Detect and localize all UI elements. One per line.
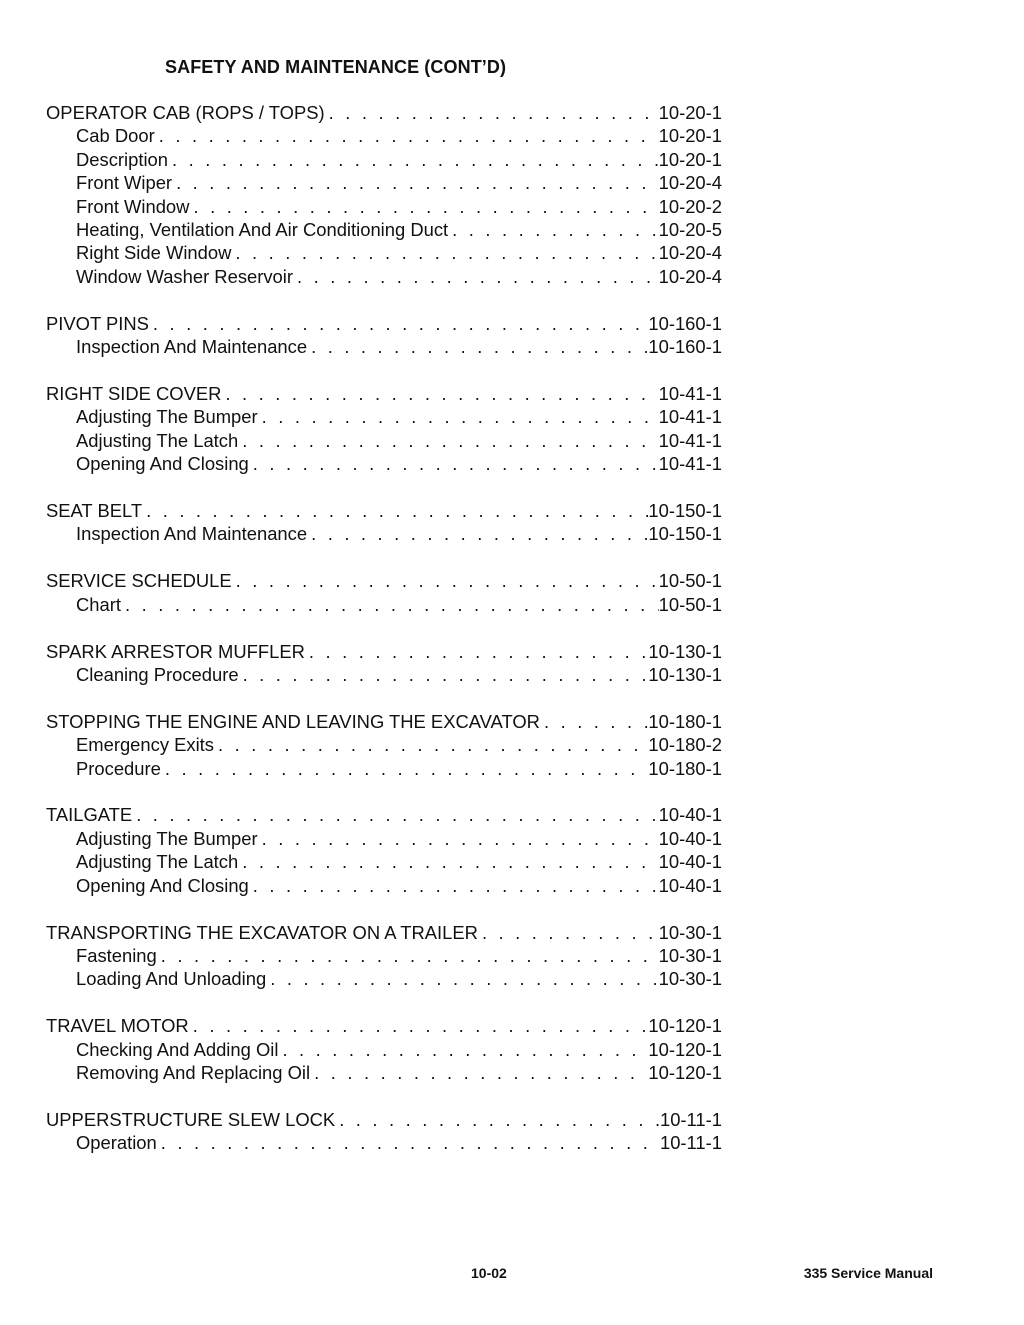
toc-page-number: 10-150-1 (648, 499, 722, 521)
toc-entry-label: Window Washer Reservoir (76, 265, 293, 287)
toc-page-number: 10-180-1 (648, 757, 722, 779)
toc-page-number: 10-40-1 (658, 874, 722, 896)
toc-entry-label: Heating, Ventilation And Air Conditioning Duct (76, 218, 449, 240)
toc-page-number: 10-41-1 (658, 382, 722, 404)
dot-leader (258, 406, 659, 428)
toc-section (46, 383, 722, 477)
toc-section-heading (46, 102, 722, 125)
toc-entry-label: Opening And Closing (76, 453, 249, 475)
toc-page-number: 10-20-4 (658, 265, 722, 287)
dot-leader (149, 313, 648, 335)
toc-page-number: 10-11-1 (659, 1132, 722, 1154)
toc-entry-label: Adjusting The Bumper (76, 406, 258, 428)
toc-page-number: 10-20-2 (658, 195, 722, 217)
toc-page-number: 10-120-1 (648, 1038, 722, 1060)
toc-page-number: 10-120-1 (648, 1015, 722, 1037)
toc-entry (46, 968, 722, 991)
dot-leader (307, 336, 648, 358)
dot-leader (189, 1015, 649, 1037)
toc-section-label: SERVICE SCHEDULE (46, 570, 232, 592)
dot-leader (121, 594, 659, 616)
toc-entry (46, 758, 722, 781)
toc-page-number: 10-11-1 (659, 1108, 722, 1130)
toc-page-number: 10-180-2 (648, 734, 722, 756)
toc-section (46, 102, 722, 289)
toc-entry (46, 219, 722, 242)
toc-section-heading (46, 570, 722, 593)
dot-leader (448, 219, 658, 241)
toc-section-heading (46, 1109, 722, 1132)
toc-page-number: 10-30-1 (658, 921, 722, 943)
toc-page-number: 10-40-1 (658, 827, 722, 849)
dot-leader (168, 149, 659, 171)
toc-entry-label: Cab Door (76, 125, 155, 147)
toc-section (46, 922, 722, 992)
toc-page-number: 10-160-1 (648, 336, 722, 358)
toc-page-number: 10-20-5 (658, 218, 722, 240)
toc-page-number: 10-150-1 (648, 523, 722, 545)
toc-section-label: TRAVEL MOTOR (46, 1015, 189, 1037)
toc-entry (46, 242, 722, 265)
toc-entry (46, 1039, 722, 1062)
toc-section (46, 1109, 722, 1156)
toc-page-number: 10-40-1 (658, 804, 722, 826)
toc-page-number: 10-50-1 (658, 593, 722, 615)
toc-page-number: 10-30-1 (658, 968, 722, 990)
toc-page-number: 10-20-1 (658, 125, 722, 147)
toc-entry (46, 453, 722, 476)
dot-leader (157, 1132, 660, 1154)
toc-entry (46, 1062, 722, 1085)
toc-entry-label: Inspection And Maintenance (76, 523, 308, 545)
toc-section (46, 313, 722, 360)
toc-entry-label: Adjusting The Latch (76, 851, 239, 873)
dot-leader (258, 828, 659, 850)
toc-entry-label: Opening And Closing (76, 874, 249, 896)
toc-entry (46, 664, 722, 687)
toc-section-label: OPERATOR CAB (ROPS / TOPS) (46, 102, 325, 123)
toc-entry-label: Adjusting The Latch (76, 429, 239, 451)
toc-entry-label: Emergency Exits (76, 734, 214, 756)
toc-entry (46, 945, 722, 968)
footer-page-number: 10-02 (471, 1265, 507, 1281)
page-title: SAFETY AND MAINTENANCE (CONT’D) (165, 57, 507, 77)
dot-leader (157, 945, 659, 967)
toc-section-heading (46, 500, 722, 523)
dot-leader (172, 172, 659, 194)
dot-leader (249, 453, 659, 475)
toc-entry (46, 523, 722, 546)
toc-section-heading (46, 1015, 722, 1038)
toc-entry (46, 430, 722, 453)
toc-entry (46, 149, 722, 172)
toc-entry (46, 172, 722, 195)
toc-page-number: 10-120-1 (648, 1062, 722, 1083)
toc-entry-label: Description (76, 148, 168, 170)
dot-leader (478, 922, 659, 944)
toc-page-number: 10-20-4 (658, 242, 722, 264)
dot-leader (189, 196, 658, 218)
toc-section (46, 711, 722, 781)
toc-page-number: 10-20-4 (658, 172, 722, 194)
dot-leader (293, 266, 659, 288)
toc-section-heading (46, 383, 722, 406)
toc-section-label: PIVOT PINS (46, 312, 149, 334)
toc-page-number: 10-20-1 (658, 148, 722, 170)
toc-section (46, 500, 722, 547)
toc-entry (46, 1132, 722, 1155)
toc-entry-label: Procedure (76, 757, 161, 779)
toc-section (46, 1015, 722, 1085)
toc-entry-label: Fastening (76, 944, 157, 966)
dot-leader (155, 125, 659, 147)
toc-section-label: RIGHT SIDE COVER (46, 382, 222, 404)
toc-page-number: 10-130-1 (648, 640, 722, 662)
toc-entry (46, 875, 722, 898)
toc-page-number: 10-40-1 (658, 851, 722, 873)
toc-section-heading (46, 313, 722, 336)
toc-entry-label: Front Window (76, 195, 190, 217)
toc-section-heading (46, 922, 722, 945)
toc-page-number: 10-41-1 (658, 429, 722, 451)
toc-entry (46, 734, 722, 757)
toc-entry (46, 851, 722, 874)
dot-leader (221, 383, 658, 405)
toc-section-label: STOPPING THE ENGINE AND LEAVING THE EXCAVATOR (46, 710, 540, 732)
dot-leader (249, 875, 659, 897)
dot-leader (307, 523, 648, 545)
toc-section (46, 804, 722, 898)
dot-leader (238, 430, 658, 452)
toc-page-number: 10-160-1 (648, 312, 722, 334)
toc-entry-label: Removing And Replacing Oil (76, 1062, 311, 1083)
toc-entry-label: Inspection And Maintenance (76, 336, 308, 358)
toc-entry-label: Right Side Window (76, 242, 232, 264)
footer-manual-name: 335 Service Manual (803, 1265, 933, 1281)
toc-section-heading (46, 711, 722, 734)
toc-entry-label: Checking And Adding Oil (76, 1038, 279, 1060)
toc-entry-label: Front Wiper (76, 172, 173, 194)
toc-section-label: TRANSPORTING THE EXCAVATOR ON A TRAILER (46, 921, 478, 943)
toc-page-number: 10-30-1 (658, 944, 722, 966)
toc-page-number: 10-41-1 (658, 453, 722, 475)
toc-entry (46, 196, 722, 219)
toc-page-number: 10-41-1 (658, 406, 722, 428)
table-of-contents (46, 102, 722, 1179)
dot-leader (214, 734, 648, 756)
toc-section (46, 570, 722, 617)
dot-leader (142, 500, 648, 522)
toc-section-label: SPARK ARRESTOR MUFFLER (46, 640, 305, 662)
toc-entry-label: Operation (76, 1132, 157, 1154)
toc-page-number: 10-20-1 (658, 102, 722, 123)
toc-entry (46, 828, 722, 851)
toc-section-heading (46, 804, 722, 827)
dot-leader (239, 664, 649, 686)
toc-page-number: 10-130-1 (648, 663, 722, 685)
dot-leader (132, 804, 658, 826)
toc-section-label: UPPERSTRUCTURE SLEW LOCK (46, 1108, 336, 1130)
dot-leader (232, 570, 659, 592)
dot-leader (540, 711, 648, 733)
dot-leader (278, 1039, 648, 1061)
toc-page-number: 10-50-1 (658, 570, 722, 592)
dot-leader (335, 1109, 660, 1131)
toc-entry-label: Loading And Unloading (76, 968, 267, 990)
toc-section-heading (46, 641, 722, 664)
dot-leader (161, 758, 649, 780)
dot-leader (238, 851, 658, 873)
dot-leader (305, 641, 648, 663)
dot-leader (266, 968, 658, 990)
toc-section-label: TAILGATE (46, 804, 133, 826)
toc-entry (46, 406, 722, 429)
toc-entry (46, 336, 722, 359)
toc-page-number: 10-180-1 (648, 710, 722, 732)
dot-leader (325, 102, 659, 124)
dot-leader (310, 1062, 648, 1084)
toc-section-label: SEAT BELT (46, 499, 143, 521)
toc-entry (46, 125, 722, 148)
toc-entry-label: Adjusting The Bumper (76, 827, 258, 849)
toc-section (46, 641, 722, 688)
toc-entry (46, 266, 722, 289)
toc-entry (46, 594, 722, 617)
toc-entry-label: Cleaning Procedure (76, 663, 239, 685)
toc-entry-label: Chart (76, 593, 121, 615)
dot-leader (231, 242, 658, 264)
